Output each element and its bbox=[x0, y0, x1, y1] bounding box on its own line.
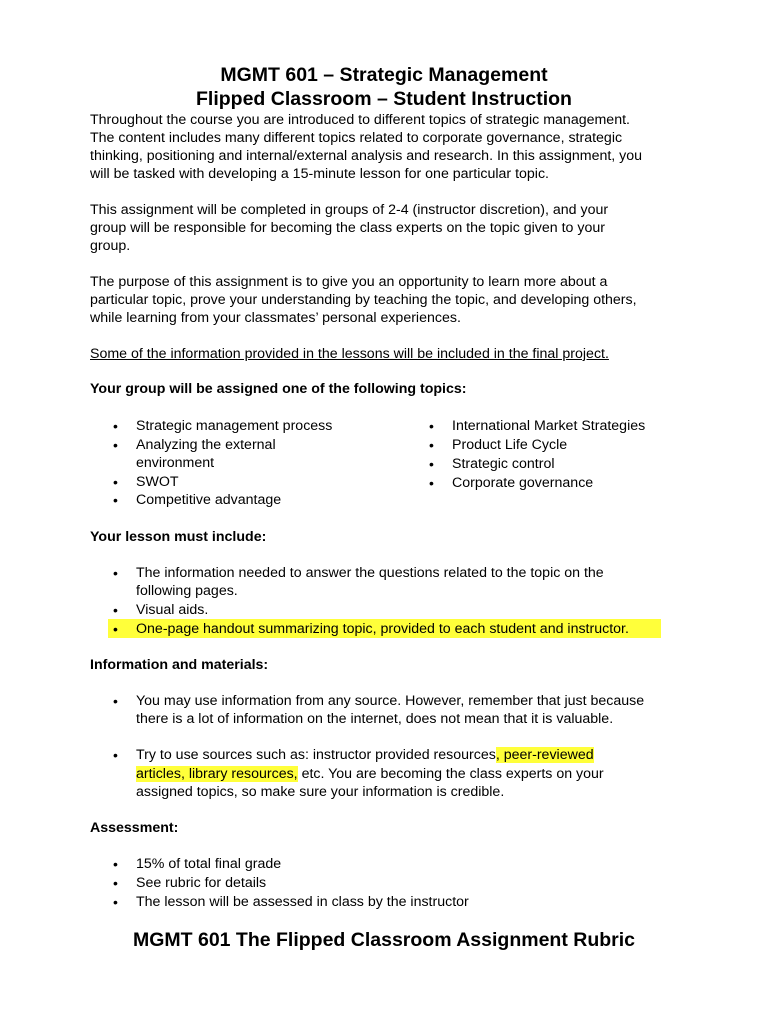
sources-text: Try to use sources such as: instructor provided resources bbox=[136, 747, 496, 763]
materials-item-continuation bbox=[136, 766, 604, 782]
text-line: Throughout the course you are introduced to different topics of strategic management. bbox=[90, 112, 630, 128]
bullet-icon: • bbox=[113, 418, 118, 434]
materials-item bbox=[136, 747, 594, 763]
assessment-heading: Assessment: bbox=[90, 820, 179, 836]
topic-item: Strategic management process bbox=[136, 418, 333, 434]
bullet-icon: • bbox=[113, 693, 118, 709]
bullet-icon: • bbox=[113, 565, 118, 581]
text-line: The content includes many different topics related to corporate governance, strategic bbox=[90, 130, 623, 146]
text-line: will be tasked with developing a 15-minute lesson for one particular topic. bbox=[90, 166, 549, 182]
bullet-icon: • bbox=[113, 747, 118, 763]
sources-text: etc. You are becoming the class experts on your bbox=[297, 766, 604, 782]
bullet-icon: • bbox=[113, 621, 118, 637]
lesson-item: Visual aids. bbox=[136, 602, 209, 618]
bullet-icon: • bbox=[113, 856, 118, 872]
highlight-peer-reviewed: , peer-reviewed bbox=[495, 747, 594, 763]
topic-item: International Market Strategies bbox=[452, 418, 646, 434]
bullet-icon: • bbox=[113, 474, 118, 490]
materials-item-continuation: there is a lot of information on the internet, does not mean that it is valuable. bbox=[136, 711, 614, 727]
text-line: The purpose of this assignment is to give you an opportunity to learn more about a bbox=[90, 274, 608, 290]
assessment-item: 15% of total final grade bbox=[136, 856, 282, 872]
materials-item: You may use information from any source. However, remember that just because bbox=[136, 693, 645, 709]
bullet-icon: • bbox=[429, 475, 434, 491]
topic-item: SWOT bbox=[136, 474, 179, 490]
materials-heading: Information and materials: bbox=[90, 657, 269, 673]
text-line: particular topic, prove your understanding by teaching the topic, and developing others, bbox=[90, 292, 637, 308]
bullet-icon: • bbox=[113, 492, 118, 508]
lesson-item-continuation: following pages. bbox=[136, 583, 238, 599]
text-line: group. bbox=[90, 238, 131, 254]
lesson-item-highlighted: One-page handout summarizing topic, provided to each student and instructor. bbox=[136, 621, 629, 637]
topic-item: Strategic control bbox=[452, 456, 555, 472]
text-line: group will be responsible for becoming the class experts on the topic given to your bbox=[90, 220, 605, 236]
text-line: This assignment will be completed in groups of 2-4 (instructor discretion), and your bbox=[90, 202, 609, 218]
bullet-icon: • bbox=[429, 456, 434, 472]
page-title: MGMT 601 – Strategic Management bbox=[220, 64, 548, 86]
bullet-icon: • bbox=[113, 875, 118, 891]
text-line: thinking, positioning and internal/external analysis and research. In this assignment, you bbox=[90, 148, 643, 164]
bullet-icon: • bbox=[429, 418, 434, 434]
lesson-item: The information needed to answer the questions related to the topic on the bbox=[136, 565, 604, 581]
topic-item-continuation: environment bbox=[136, 455, 215, 471]
bullet-icon: • bbox=[113, 602, 118, 618]
highlight-library-resources: articles, library resources, bbox=[136, 766, 298, 782]
final-project-note: Some of the information provided in the lessons will be included in the final project. bbox=[90, 346, 609, 362]
lesson-heading: Your lesson must include: bbox=[90, 529, 267, 545]
bullet-icon: • bbox=[429, 437, 434, 453]
assessment-item: The lesson will be assessed in class by the instructor bbox=[136, 894, 469, 910]
topic-item: Competitive advantage bbox=[136, 492, 282, 508]
page-subtitle: Flipped Classroom – Student Instruction bbox=[196, 88, 572, 110]
bullet-icon: • bbox=[113, 894, 118, 910]
topic-item: Corporate governance bbox=[452, 475, 594, 491]
assessment-item: See rubric for details bbox=[136, 875, 267, 891]
text-line: while learning from your classmates’ personal experiences. bbox=[90, 310, 461, 326]
rubric-title: MGMT 601 The Flipped Classroom Assignment Rubric bbox=[132, 929, 636, 951]
materials-item-continuation: assigned topics, so make sure your information is credible. bbox=[136, 784, 505, 800]
topic-item: Analyzing the external bbox=[136, 437, 276, 453]
bullet-icon: • bbox=[113, 437, 118, 453]
topic-item: Product Life Cycle bbox=[452, 437, 568, 453]
topics-heading: Your group will be assigned one of the following topics: bbox=[90, 381, 467, 397]
